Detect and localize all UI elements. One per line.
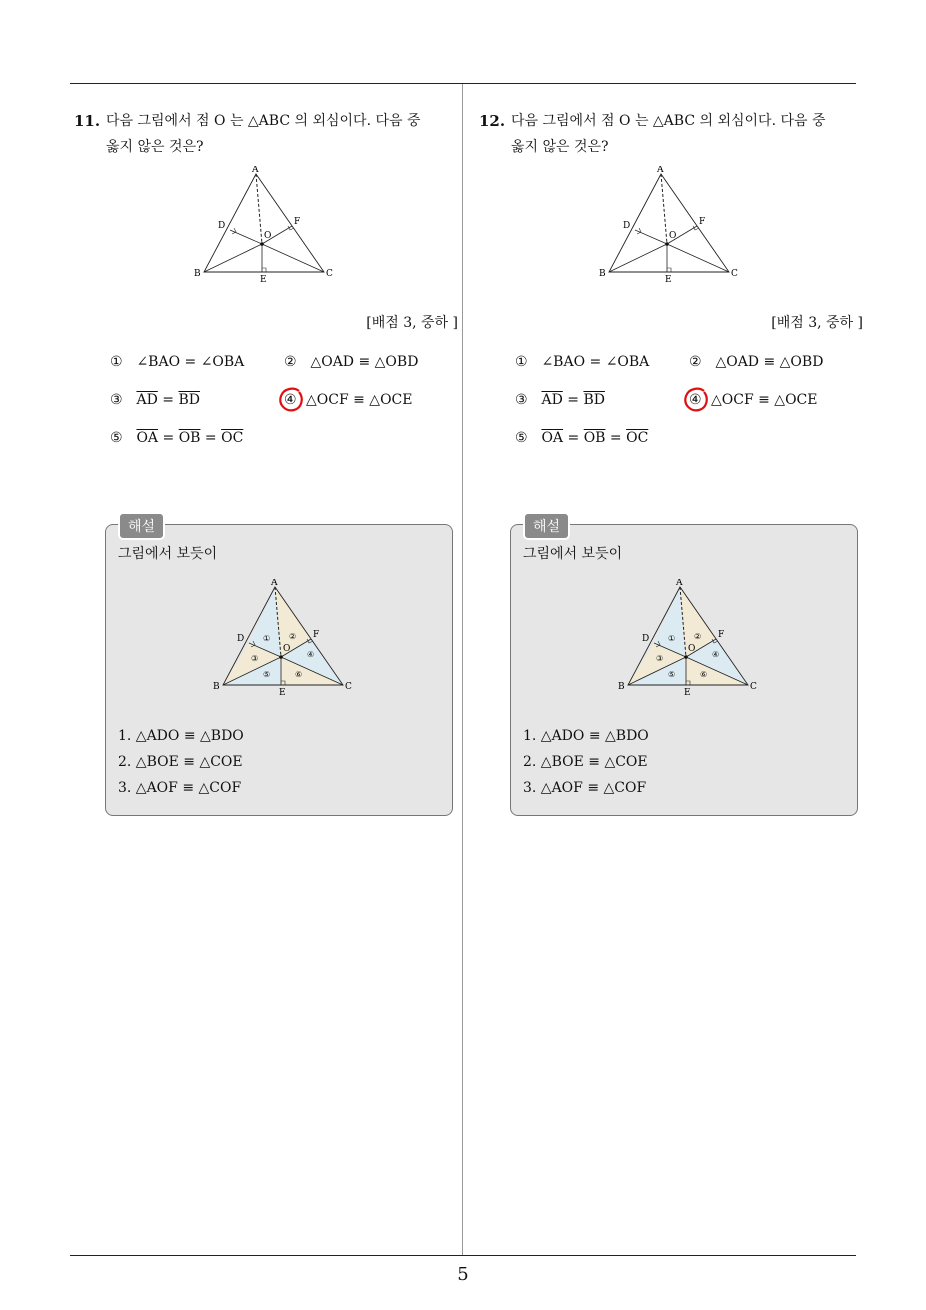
label-C: C — [326, 269, 333, 279]
label-F: F — [718, 630, 725, 640]
triangle-figure — [594, 166, 744, 288]
solution-list — [523, 723, 649, 801]
label-B: B — [599, 269, 606, 279]
label-O: O — [688, 644, 696, 654]
solution-line-2: 2. △BOE ≡ △COE — [523, 754, 648, 770]
region-mark-6: ⑥ — [295, 670, 303, 679]
choice-4-answer[interactable]: ④ △OCF ≡ △OCE — [284, 392, 412, 408]
question-line-2: 옳지 않은 것은? — [106, 139, 204, 155]
label-A: A — [676, 579, 683, 588]
page-number: 5 — [457, 1264, 469, 1285]
label-A: A — [657, 166, 664, 175]
label-F: F — [313, 630, 320, 640]
choice-1[interactable]: ① ∠BAO = ∠OBA — [110, 354, 245, 370]
choice-5[interactable]: ⑤ $\overline{OA} = \overline{OB} = \overline{OC}$ — [110, 430, 244, 446]
bottom-rule — [70, 1255, 856, 1256]
choice-3[interactable]: ③ $\overline{AD} = \overline{BD}$ — [110, 392, 200, 408]
solution-line-2: 2. △BOE ≡ △COE — [118, 754, 243, 770]
solution-tag: 해설 — [523, 512, 570, 540]
region-mark-2: ② — [289, 632, 297, 641]
choice-1[interactable]: ① ∠BAO = ∠OBA — [515, 354, 650, 370]
region-mark-5: ⑤ — [668, 670, 676, 679]
solution-intro: 그림에서 보듯이 — [523, 546, 623, 562]
label-E: E — [279, 688, 286, 697]
label-C: C — [345, 682, 352, 692]
region-mark-3: ③ — [251, 654, 259, 663]
solution-list — [118, 723, 244, 801]
top-rule — [70, 83, 856, 84]
label-F: F — [294, 217, 301, 227]
solution-figure — [615, 579, 761, 697]
region-mark-4: ④ — [712, 650, 720, 659]
question-line-1: 다음 그림에서 점 O 는 △ABC 의 외심이다. 다음 중 — [511, 113, 826, 129]
label-O: O — [283, 644, 291, 654]
solution-line-1: 1. △ADO ≡ △BDO — [523, 728, 649, 744]
solution-box — [105, 519, 453, 816]
label-E: E — [684, 688, 691, 697]
label-E: E — [260, 275, 267, 285]
region-mark-4: ④ — [307, 650, 315, 659]
region-mark-3: ③ — [656, 654, 664, 663]
choice-list — [70, 354, 458, 468]
question-text — [475, 108, 863, 160]
region-mark-1: ① — [263, 634, 271, 643]
triangle-figure — [189, 166, 339, 288]
label-D: D — [623, 221, 631, 231]
choice-2[interactable]: ② △OAD ≡ △OBD — [689, 354, 824, 370]
label-E: E — [665, 275, 672, 285]
question-line-2: 옳지 않은 것은? — [511, 139, 609, 155]
choice-3[interactable]: ③ $\overline{AD} = \overline{BD}$ — [515, 392, 605, 408]
label-A: A — [252, 166, 259, 175]
region-mark-6: ⑥ — [700, 670, 708, 679]
label-B: B — [194, 269, 201, 279]
label-C: C — [750, 682, 757, 692]
label-O: O — [669, 231, 677, 241]
solution-figure — [210, 579, 356, 697]
solution-line-1: 1. △ADO ≡ △BDO — [118, 728, 244, 744]
region-mark-1: ① — [668, 634, 676, 643]
solution-tag: 해설 — [118, 512, 165, 540]
question-text — [70, 108, 458, 160]
answer-circle-mark — [278, 386, 306, 414]
choice-5[interactable]: ⑤ $\overline{OA} = \overline{OB} = \overline{OC}$ — [515, 430, 649, 446]
label-F: F — [699, 217, 706, 227]
label-A: A — [271, 579, 278, 588]
label-D: D — [218, 221, 226, 231]
region-mark-2: ② — [694, 632, 702, 641]
region-mark-5: ⑤ — [263, 670, 271, 679]
solution-line-3: 3. △AOF ≡ △COF — [523, 780, 647, 796]
choice-4-answer[interactable]: ④ △OCF ≡ △OCE — [689, 392, 817, 408]
question-11 — [70, 108, 458, 816]
question-12 — [475, 108, 863, 816]
label-O: O — [264, 231, 272, 241]
solution-box — [510, 519, 858, 816]
label-D: D — [237, 634, 245, 644]
column-divider — [462, 84, 463, 1256]
solution-intro: 그림에서 보듯이 — [118, 546, 218, 562]
label-B: B — [213, 682, 220, 692]
score-label: [배점 3, 중하 ] — [771, 315, 863, 331]
score-label: [배점 3, 중하 ] — [366, 315, 458, 331]
choice-list — [475, 354, 863, 468]
question-number: 11. — [74, 112, 101, 130]
question-number: 12. — [479, 112, 506, 130]
label-C: C — [731, 269, 738, 279]
label-B: B — [618, 682, 625, 692]
label-D: D — [642, 634, 650, 644]
question-line-1: 다음 그림에서 점 O 는 △ABC 의 외심이다. 다음 중 — [106, 113, 421, 129]
solution-line-3: 3. △AOF ≡ △COF — [118, 780, 242, 796]
choice-2[interactable]: ② △OAD ≡ △OBD — [284, 354, 419, 370]
answer-circle-mark — [683, 386, 711, 414]
